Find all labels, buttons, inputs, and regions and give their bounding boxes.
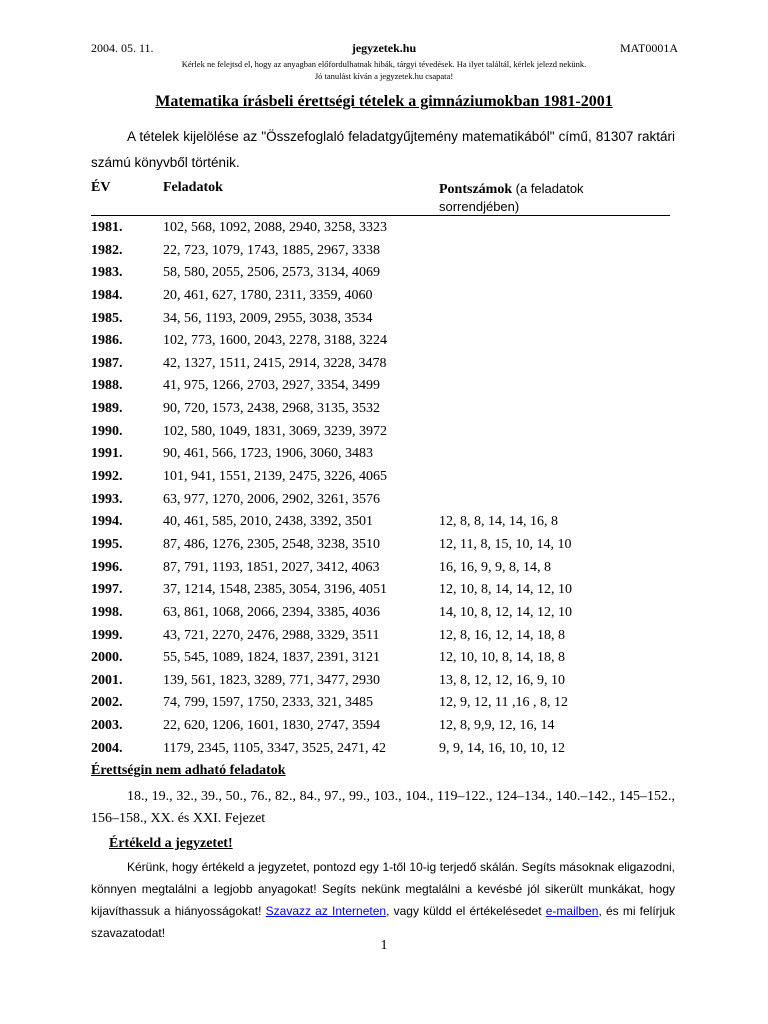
row-points: 12, 8, 9,9, 12, 16, 14 (439, 718, 555, 734)
row-year: 1992. (91, 469, 123, 485)
row-year: 1991. (91, 446, 123, 462)
row-tasks: 74, 799, 1597, 1750, 2333, 321, 3485 (163, 695, 373, 711)
excluded-text: 18., 19., 32., 39., 50., 76., 82., 84., 97., 99., 103., 104., 119–122., 124–134., 140.–142., 145–152., 156–158., XX. és XXI. Fejezet (91, 789, 675, 826)
header-code: MAT0001A (619, 41, 678, 55)
row-tasks: 37, 1214, 1548, 2385, 3054, 3196, 4051 (163, 582, 387, 598)
row-tasks: 1179, 2345, 1105, 3347, 3525, 2471, 42 (163, 740, 386, 756)
row-year: 1990. (91, 423, 123, 439)
row-tasks: 63, 977, 1270, 2006, 2902, 3261, 3576 (163, 491, 380, 507)
row-tasks: 34, 56, 1193, 2009, 2955, 3038, 3534 (163, 310, 373, 326)
rating-title: Értékeld a jegyzetet! (109, 836, 233, 851)
row-tasks: 102, 773, 1600, 2043, 2278, 3188, 3224 (163, 333, 387, 349)
row-year: 1981. (91, 220, 123, 235)
rating-text-1: Kérünk, hogy értékeld a jegyzetet, pontozd egy 1-től 10-ig terjedő skálán. Segíts másoknak eligazodni, könnyen megtalálni a legjobb anyagokat! Segíts nekünk megtalálni a kevésbé jól sikerült munkákat, hogy kijavíthassuk a hiányosságokat! (91, 860, 675, 918)
rating-text-2: , vagy küldd el értékelésedet (386, 904, 546, 918)
column-header-points-sub: (a feladatok sorrendjében) (439, 181, 584, 214)
row-year: 2000. (91, 650, 123, 666)
vote-online-link[interactable]: Szavazz az Interneten (265, 904, 387, 918)
row-points: 13, 8, 12, 12, 16, 9, 10 (439, 672, 565, 688)
table-row (0, 715, 768, 738)
row-year: 2004. (91, 740, 123, 756)
row-year: 2003. (91, 718, 123, 734)
table-row (0, 443, 768, 466)
table-row (0, 670, 768, 693)
table-row (0, 602, 768, 625)
column-header-points-label: Pontszámok (439, 182, 513, 197)
row-points: 9, 9, 14, 16, 10, 10, 12 (439, 740, 565, 756)
table-row (0, 692, 768, 715)
row-points: 12, 9, 12, 11 ,16 , 8, 12 (439, 695, 568, 711)
table-row (0, 262, 768, 285)
page-number: 1 (380, 938, 388, 953)
header-note-line1: Kérlek ne felejtsd el, hogy az anyagban előfordulhatnak hibák, tárgyi tévedések. Ha ilyet találtál, kérlek jelezd nekünk. (181, 59, 587, 69)
row-year: 1996. (91, 559, 123, 575)
table-row (0, 647, 768, 670)
table-row (0, 330, 768, 353)
table-row (0, 421, 768, 444)
row-points: 12, 10, 8, 14, 14, 12, 10 (439, 582, 572, 598)
header-note-line2: Jó tanulást kíván a jegyzetek.hu csapata! (314, 71, 454, 81)
email-link[interactable]: e-mailben (545, 904, 599, 918)
row-tasks: 22, 723, 1079, 1743, 1885, 2967, 3338 (163, 242, 380, 258)
intro-paragraph: A tételek kijelölése az "Összefoglaló feladatgyűjtemény matematikából" című, 81307 raktári számú könyvből történik. (91, 129, 675, 170)
row-year: 1989. (91, 401, 123, 417)
row-year: 1988. (91, 378, 123, 394)
table-row (0, 217, 768, 240)
row-tasks: 41, 975, 1266, 2703, 2927, 3354, 3499 (163, 378, 380, 394)
table-row (0, 579, 768, 602)
table-row (0, 738, 768, 761)
excluded-title: Érettségin nem adható feladatok (91, 763, 286, 778)
row-year: 1985. (91, 310, 123, 326)
table-row (0, 489, 768, 512)
row-year: 1982. (91, 242, 123, 258)
row-year: 1984. (91, 287, 123, 303)
row-tasks: 101, 941, 1551, 2139, 2475, 3226, 4065 (163, 469, 387, 485)
table-row (0, 534, 768, 557)
row-tasks: 58, 580, 2055, 2506, 2573, 3134, 4069 (163, 265, 380, 281)
row-points: 12, 11, 8, 15, 10, 14, 10 (439, 536, 572, 552)
page-title: Matematika írásbeli érettségi tételek a gimnáziumokban 1981-2001 (155, 93, 613, 110)
table-row (0, 285, 768, 308)
row-tasks: 42, 1327, 1511, 2415, 2914, 3228, 3478 (163, 355, 387, 371)
row-year: 1998. (91, 604, 123, 620)
table-row (0, 466, 768, 489)
table-row (0, 375, 768, 398)
row-year: 1983. (91, 265, 123, 281)
row-points: 12, 8, 16, 12, 14, 18, 8 (439, 627, 565, 643)
row-year: 1997. (91, 582, 123, 598)
table-row (0, 353, 768, 376)
table-row (0, 625, 768, 648)
table-row (0, 398, 768, 421)
table-row (0, 557, 768, 580)
row-tasks: 22, 620, 1206, 1601, 1830, 2747, 3594 (163, 718, 380, 734)
row-tasks: 63, 861, 1068, 2066, 2394, 3385, 4036 (163, 604, 380, 620)
table-row (0, 308, 768, 331)
row-year: 1999. (91, 627, 123, 643)
rating-paragraph (91, 856, 675, 944)
row-year: 1987. (91, 355, 123, 371)
row-tasks: 20, 461, 627, 1780, 2311, 3359, 4060 (163, 287, 373, 303)
header-date: 2004. 05. 11. (91, 41, 154, 55)
row-year: 2002. (91, 695, 123, 711)
row-points: 12, 8, 8, 14, 14, 16, 8 (439, 514, 558, 530)
table-row (0, 511, 768, 534)
row-points: 16, 16, 9, 9, 8, 14, 8 (439, 559, 551, 575)
row-tasks: 87, 791, 1193, 1851, 2027, 3412, 4063 (163, 559, 380, 575)
column-header-year: ÉV (91, 180, 111, 195)
row-tasks: 55, 545, 1089, 1824, 1837, 2391, 3121 (163, 650, 380, 666)
row-points: 12, 10, 10, 8, 14, 18, 8 (439, 650, 565, 666)
row-tasks: 102, 580, 1049, 1831, 3069, 3239, 3972 (163, 423, 387, 439)
exam-table (0, 217, 768, 760)
rating-text-3: , és mi felírjuk szavazatodat! (91, 904, 676, 940)
row-tasks: 43, 721, 2270, 2476, 2988, 3329, 3511 (163, 627, 380, 643)
column-header-tasks: Feladatok (163, 180, 223, 195)
row-year: 1986. (91, 333, 123, 349)
row-tasks: 40, 461, 585, 2010, 2438, 3392, 3501 (163, 514, 373, 530)
row-tasks: 87, 486, 1276, 2305, 2548, 3238, 3510 (163, 536, 380, 552)
row-tasks: 102, 568, 1092, 2088, 2940, 3258, 3323 (163, 220, 387, 235)
row-tasks: 139, 561, 1823, 3289, 771, 3477, 2930 (163, 672, 380, 688)
table-row (0, 240, 768, 263)
row-tasks: 90, 461, 566, 1723, 1906, 3060, 3483 (163, 446, 373, 462)
header-site: jegyzetek.hu (351, 41, 417, 55)
row-year: 1994. (91, 514, 123, 530)
row-year: 2001. (91, 672, 123, 688)
row-year: 1993. (91, 491, 123, 507)
row-tasks: 90, 720, 1573, 2438, 2968, 3135, 3532 (163, 401, 380, 417)
table-header-rule (91, 215, 670, 216)
row-year: 1995. (91, 536, 123, 552)
row-points: 14, 10, 8, 12, 14, 12, 10 (439, 604, 572, 620)
column-header-points (439, 180, 639, 216)
